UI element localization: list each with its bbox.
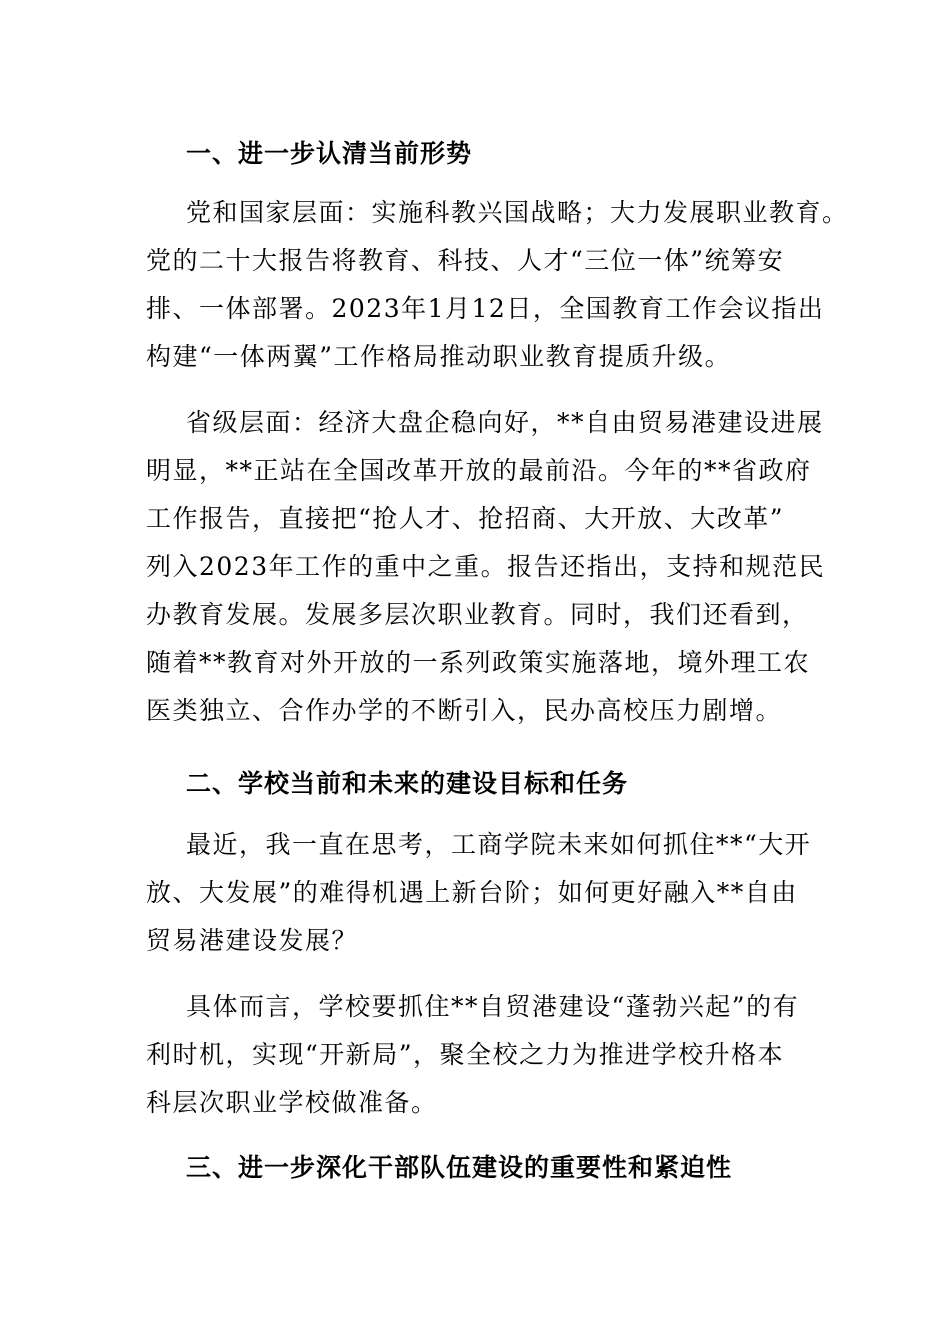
paragraph-line: 工作报告，直接把“抢人才、抢招商、大开放、大改革” [146,504,785,533]
paragraph-line: 科层次职业学校做准备。 [146,1088,438,1117]
paragraph-line: 利时机，实现“开新局”，聚全校之力为推进学校升格本 [146,1040,785,1069]
paragraph-line: 列入2023年工作的重中之重。报告还指出，支持和规范民 [146,552,826,581]
paragraph-line: 放、大发展”的难得机遇上新台阶；如何更好融入**自由 [146,878,798,907]
paragraph-specifics [146,983,816,1127]
paragraph-line: 医类独立、合作办学的不断引入，民办高校压力剧增。 [146,696,783,725]
paragraph-line: 党的二十大报告将教育、科技、人才“三位一体”统筹安 [146,246,785,275]
section-heading-2: 二、学校当前和未来的建设目标和任务 [186,769,629,798]
paragraph-line: 党和国家层面：实施科教兴国战略；大力发展职业教育。 [186,198,849,227]
paragraph-line: 省级层面：经济大盘企稳向好，**自由贸易港建设进展 [186,408,824,437]
section-heading-3: 三、进一步深化干部队伍建设的重要性和紧迫性 [186,1153,733,1182]
paragraph-national-level [146,189,849,381]
paragraph-line: 具体而言，学校要抓住**自贸港建设“蓬勃兴起”的有 [186,992,800,1021]
paragraph-line: 随着**教育对外开放的一系列政策实施落地，境外理工农 [146,648,811,677]
paragraph-line: 排、一体部署。2023年1月12日，全国教育工作会议指出 [146,294,825,323]
paragraph-line: 贸易港建设发展？ [146,926,359,955]
paragraph-line: 明显，**正站在全国改革开放的最前沿。今年的**省政府 [146,456,812,485]
paragraph-line: 构建“一体两翼”工作格局推动职业教育提质升级。 [146,342,732,371]
paragraph-line: 办教育发展。发展多层次职业教育。同时，我们还看到， [146,600,809,629]
paragraph-provincial-level [146,399,826,735]
paragraph-line: 最近，我一直在思考，工商学院未来如何抓住**“大开 [186,830,812,859]
paragraph-thinking [146,821,816,965]
section-heading-1: 一、进一步认清当前形势 [186,139,473,168]
